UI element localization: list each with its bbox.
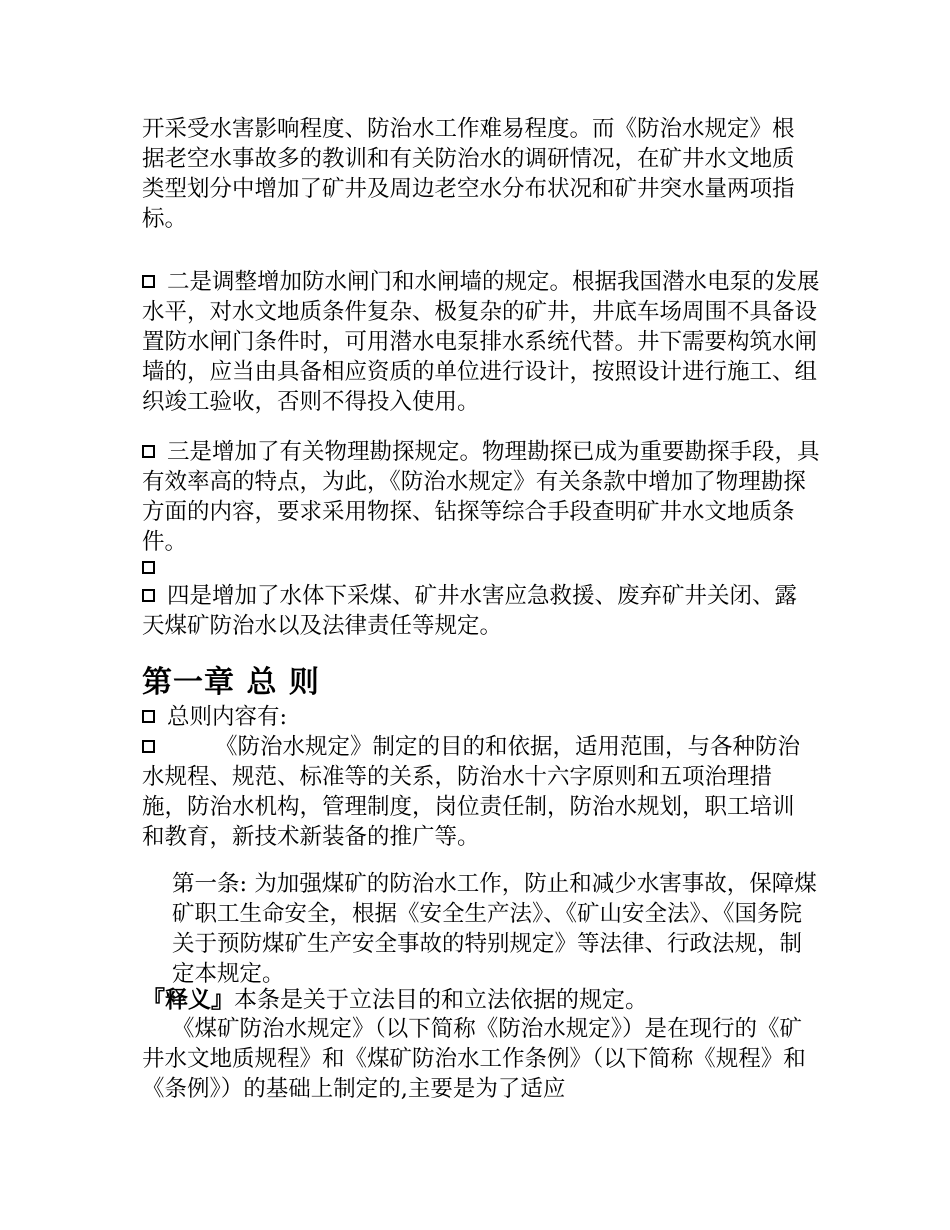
bullet-three-text: 三是增加了有关物理勘探规定。物理勘探已成为重要勘探手段，具有效率高的特点，为此，《防治水规定》有关条款中增加了物理勘探方面的内容，要求采用物探、钻探等综合手段查明矿井水文地质条件。 [142,439,820,555]
checkbox-square-icon [142,561,155,574]
interpretation-body [142,1014,822,1104]
interpretation-label: 『释义』 [142,986,234,1013]
bullet-item-empty [142,553,842,583]
bullet-item-three [142,437,822,557]
bullet-item-four [142,581,812,641]
general-content-text: 《防治水规定》制定的目的和依据，适用范围，与各种防治水规程、规范、标准等的关系，防治水十六字原则和五项治理措施，防治水机构，管理制度，岗位责任制，防治水规划，职工培训和教育，新技术新装备的推广等。 [142,734,801,850]
interpretation-body-text: 《煤矿防治水规定》（以下简称《防治水规定》）是在现行的《矿井水文地质规程》和《煤矿防治水工作条例》（以下简称《规程》和《条例》）的基础上制定的,主要是为了适应 [142,1016,806,1102]
bullet-four-text: 四是增加了水体下采煤、矿井水害应急救援、废弃矿井关闭、露天煤矿防治水以及法律责任等规定。 [142,583,798,639]
bullet-item-two [142,267,832,417]
bullet-two-text: 二是调整增加防水闸门和水闸墙的规定。根据我国潜水电泵的发展水平，对水文地质条件复杂、极复杂的矿井，井底车场周围不具备设置防水闸门条件时，可用潜水电泵排水系统代替。井下需要构筑水闸墙的，应当由具备相应资质的单位进行设计，按照设计进行施工、组织竣工验收，否则不得投入使用。 [142,269,820,415]
interpretation-heading-text: 本条是关于立法目的和立法依据的规定。 [234,987,648,1013]
checkbox-square-icon [142,589,155,602]
checkbox-square-icon [142,740,155,753]
interpretation-heading [142,985,842,1015]
general-label: 总则内容有: [167,704,288,730]
intro-paragraph: 开采受水害影响程度、防治水工作难易程度。而《防治水规定》根据老空水事故多的教训和有关防治水的调研情况，在矿井水文地质类型划分中增加了矿井及周边老空水分布状况和矿井突水量两项指标。 [142,116,795,232]
checkbox-square-icon [142,710,155,723]
general-label-item [142,702,842,732]
checkbox-square-icon [142,445,155,458]
article-one: 第一条: 为加强煤矿的防治水工作，防止和减少水害事故，保障煤矿职工生命安全，根据《安全生产法》、《矿山安全法》、《国务院关于预防煤矿生产安全事故的特别规定》等法律、行政法规，制定本规定。 [172,871,817,987]
chapter-title: 第一章 总 则 [142,665,320,700]
checkbox-square-icon [142,275,155,288]
general-content-item [142,732,812,852]
